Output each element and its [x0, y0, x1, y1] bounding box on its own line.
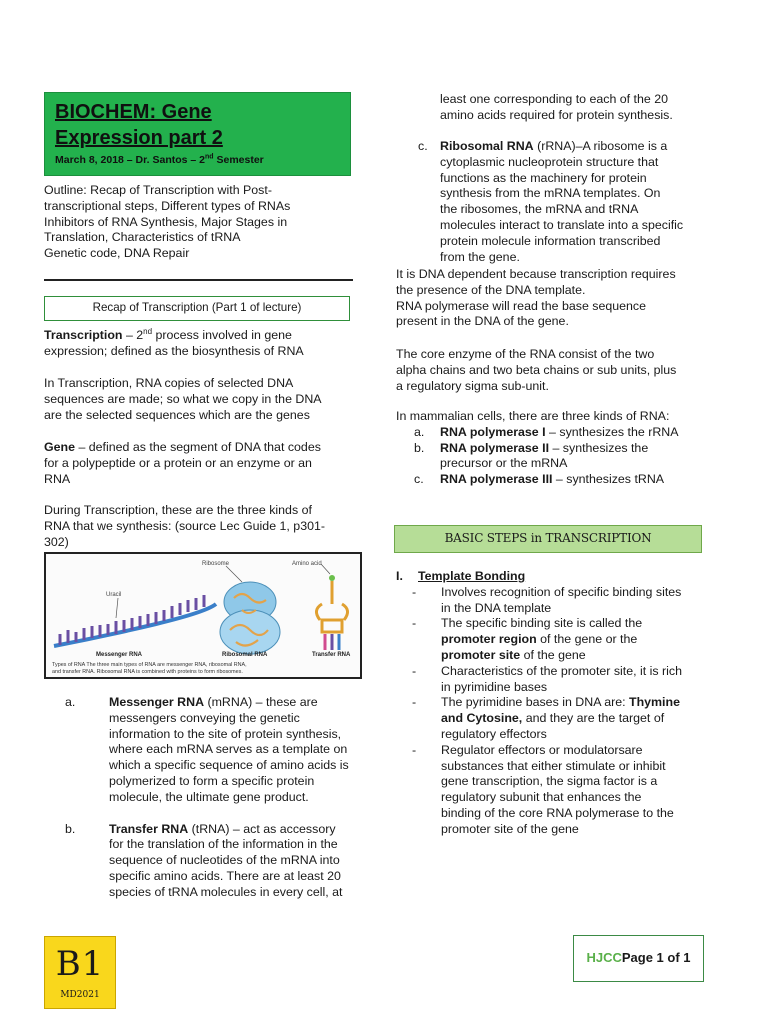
- bullet-item: - The pyrimidine bases in DNA are: Thymine and Cytosine, and they are the target of regulatory effectors: [412, 695, 680, 741]
- bullet-item: - Involves recognition of specific binding sites in the DNA template: [412, 584, 682, 615]
- rna-types-figure: [44, 552, 362, 679]
- mammalian-rna-polymerases: In mammalian cells, there are three kinds of RNA: a. RNA polymerase I – synthesizes the rRNA b. RNA polymerase II – synthesizes the precursor or the mRNA c. RNA polymerase III – synthesizes tRNA: [396, 409, 716, 488]
- amino-acid-label: Amino acid: [292, 561, 322, 567]
- list-item-ribosomal-rna: c. Ribosomal RNA (rRNA)–A ribosome is a cytoplasmic nucleoprotein structure that functions as the machinery for protein synthesis from the mRNA templates. On the ribosomes, the mRNA and tRNA molecules interact to translate into a specific protein molecule information transcribed from the gene.: [418, 139, 684, 264]
- logo-subtext: MD2021: [60, 990, 100, 1000]
- gene-definition: Gene – defined as the segment of DNA that codes for a polypeptide or a protein or an enzyme or an RNA: [44, 440, 321, 486]
- dna-dependent-paragraph: It is DNA dependent because transcription requires the presence of the DNA template. RNA polymerase will read the base sequence present in the DNA of the gene.: [396, 267, 676, 329]
- outline-line: Outline: Recap of Transcription with Post-: [44, 183, 272, 197]
- title-date: March 8, 2018 – Dr. Santos – 2nd Semester: [55, 153, 264, 166]
- trna-illustration: [316, 575, 347, 650]
- outline-line: Genetic code, DNA Repair: [44, 246, 190, 261]
- ribosome-label: Ribosome: [202, 561, 230, 567]
- template-bonding-bullets: [396, 585, 716, 838]
- bullet-item: - Regulator effectors or modulatorsare substances that either stimulate or inhibit gene transcription, the sigma factor is a regulatory subunit that enhances the binding of the core RNA polymerase to the promoter site of the gene: [412, 742, 674, 836]
- section-numeral: I.: [396, 569, 403, 583]
- class-logo: [44, 936, 116, 1009]
- logo-text: B1: [55, 944, 105, 984]
- divider: [44, 279, 353, 281]
- transcription-definition: Transcription – 2nd process involved in gene expression; defined as the biosynthesis of RNA: [44, 326, 304, 358]
- section-title: Template Bonding: [418, 569, 526, 583]
- transcription-copies-paragraph: In Transcription, RNA copies of selected DNA sequences are made; so what we copy in the DNA are the selected sequences which are the genes: [44, 376, 322, 422]
- bullet-item: - The specific binding site is called the promoter region of the gene or the promoter site of the gene: [412, 616, 643, 662]
- list-item-polymerase-2: b. RNA polymerase II – synthesizes the precursor or the mRNA: [414, 440, 649, 471]
- list-item-polymerase-3: c. RNA polymerase III – synthesizes tRNA: [414, 472, 665, 487]
- rna-kinds-paragraph: During Transcription, these are the three kinds of RNA that we synthesis: (source Lec Guide 1, p301- 302): [44, 503, 325, 549]
- outline: [44, 183, 354, 262]
- list-item-transfer-rna: b. Transfer RNA (tRNA) – act as accessory for the translation of the information in the sequence of nucleotides of the mRNA into specific amino acids. There are at least 20 species of tRNA molecules in every cell, at: [65, 821, 343, 899]
- rna-types-list: [65, 695, 365, 901]
- page-number: Page 1 of 1: [621, 950, 691, 965]
- template-bonding-section: [396, 569, 716, 838]
- bullet-item: - Characteristics of the promoter site, it is rich in pyrimidine bases: [412, 663, 683, 694]
- mrna-label: Messenger RNA: [96, 652, 143, 658]
- outline-line: Translation, Characteristics of tRNA: [44, 230, 241, 245]
- page-indicator: [573, 935, 704, 982]
- list-item-polymerase-1: a. RNA polymerase I – synthesizes the rRNA: [414, 424, 679, 439]
- outline-line: transcriptional steps, Different types of RNAs: [44, 198, 291, 213]
- rrna-label: Ribosomal RNA: [222, 652, 268, 658]
- mrna-illustration: [54, 595, 216, 646]
- figure-caption-line: Types of RNA The three main types of RNA are messenger RNA, ribosomal RNA,: [52, 662, 247, 668]
- title-banner: [44, 92, 351, 176]
- recap-heading: Recap of Transcription (Part 1 of lecture): [44, 296, 350, 321]
- title-line-2: Expression part 2: [55, 127, 223, 149]
- brand-label: HJCC: [586, 950, 622, 965]
- list-item-messenger-rna: a. Messenger RNA (mRNA) – these are messengers conveying the genetic information to the site of protein synthesis, where each mRNA serves as a template on which a specific sequence of amino acids is polymerized to form a specific protein molecule, the ultimate gene product.: [65, 695, 349, 804]
- basic-steps-heading: BASIC STEPS in TRANSCRIPTION: [394, 525, 702, 553]
- trna-label: Transfer RNA: [312, 652, 351, 658]
- title-line-1: BIOCHEM: Gene: [55, 101, 212, 123]
- ribosome-illustration: [220, 582, 280, 654]
- outline-line: Inhibitors of RNA Synthesis, Major Stages in: [44, 214, 288, 229]
- transfer-rna-continued: least one corresponding to each of the 20 amino acids required for protein synthesis.: [440, 92, 673, 122]
- uracil-label: Uracil: [106, 592, 122, 598]
- figure-caption-line: and transfer RNA. Ribosomal RNA is combined with proteins to form ribosomes.: [52, 669, 243, 675]
- core-enzyme-paragraph: The core enzyme of the RNA consist of the two alpha chains and two beta chains or sub units, plus a regulatory sigma sub-unit.: [396, 347, 677, 393]
